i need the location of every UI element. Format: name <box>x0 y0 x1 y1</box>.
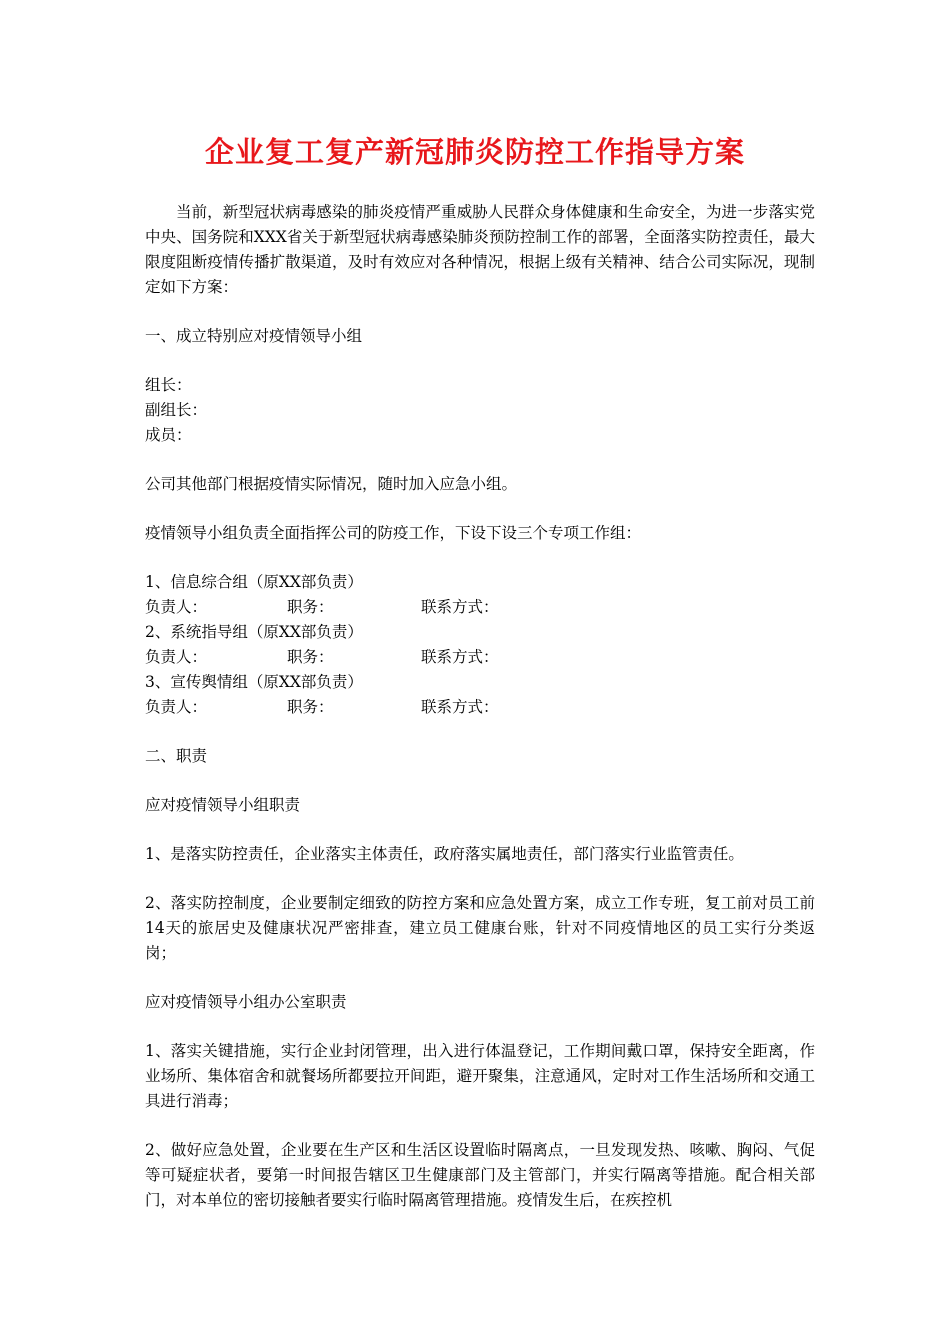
office-duty-item-2: 2、做好应急处置，企业要在生产区和生活区设置临时隔离点，一旦发现发热、咳嗽、胸闷、气促等可疑症状者，要第一时间报告辖区卫生健康部门及主管部门，并实行隔离等措施。配合相关部门，对本单位的密切接触者要实行临时隔离管理措施。疫情发生后，在疾控机 <box>145 1141 815 1209</box>
deputy-line: 副组长： <box>145 401 208 419</box>
section1-heading: 一、成立特别应对疫情领导小组 <box>145 327 363 345</box>
group-2-contact: 联系方式： <box>421 648 499 666</box>
group-1-contact: 联系方式： <box>421 598 499 616</box>
section2-heading: 二、职责 <box>145 747 208 765</box>
intro-paragraph: 当前，新型冠状病毒感染的肺炎疫情严重威胁人民群众身体健康和生命安全，为进一步落实党中央、国务院和XXX省关于新型冠状病毒感染肺炎预防控制工作的部署，全面落实防控责任，最大限度阻断疫情传播扩散渠道，及时有效应对各种情况，根据上级有关精神、结合公司实际况，现制定如下方案： <box>145 203 815 296</box>
group-3-position: 职务： <box>287 698 334 716</box>
group-1-contact-row <box>145 595 815 620</box>
group-3-contact-row <box>145 695 815 720</box>
document-title: 企业复工复产新冠肺炎防控工作指导方案 <box>204 135 745 169</box>
group-1-person: 负责人： <box>145 598 208 616</box>
group-2-name: 2、系统指导组（原XX部负责） <box>145 623 363 641</box>
duty-item-1: 1、是落实防控责任，企业落实主体责任，政府落实属地责任，部门落实行业监管责任。 <box>145 845 744 863</box>
office-duties-heading: 应对疫情领导小组办公室职责 <box>145 993 347 1011</box>
group-2-position: 职务： <box>287 648 334 666</box>
members-line: 成员： <box>145 426 192 444</box>
group-3-person: 负责人： <box>145 698 208 716</box>
group-2-person: 负责人： <box>145 648 208 666</box>
group-3-contact: 联系方式： <box>421 698 499 716</box>
group-3-name: 3、宣传舆情组（原XX部负责） <box>145 673 363 691</box>
group-2-contact-row <box>145 645 815 670</box>
leader-line: 组长： <box>145 376 192 394</box>
group-1-name: 1、信息综合组（原XX部负责） <box>145 573 363 591</box>
duty-item-2: 2、落实防控制度，企业要制定细致的防控方案和应急处置方案，成立工作专班，复工前对员工前14天的旅居史及健康状况严密排查，建立员工健康台账，针对不同疫情地区的员工实行分类返岗； <box>145 894 815 962</box>
note-other-departments: 公司其他部门根据疫情实际情况，随时加入应急小组。 <box>145 475 518 493</box>
document-body <box>145 200 815 1213</box>
leadership-duties-heading: 应对疫情领导小组职责 <box>145 796 301 814</box>
group-1-position: 职务： <box>287 598 334 616</box>
note-working-groups: 疫情领导小组负责全面指挥公司的防疫工作，下设下设三个专项工作组： <box>145 524 642 542</box>
office-duty-item-1: 1、落实关键措施，实行企业封闭管理，出入进行体温登记，工作期间戴口罩，保持安全距离，作业场所、集体宿舍和就餐场所都要拉开间距，避开聚集，注意通风，定时对工作生活场所和交通工具进行消毒； <box>145 1042 815 1110</box>
